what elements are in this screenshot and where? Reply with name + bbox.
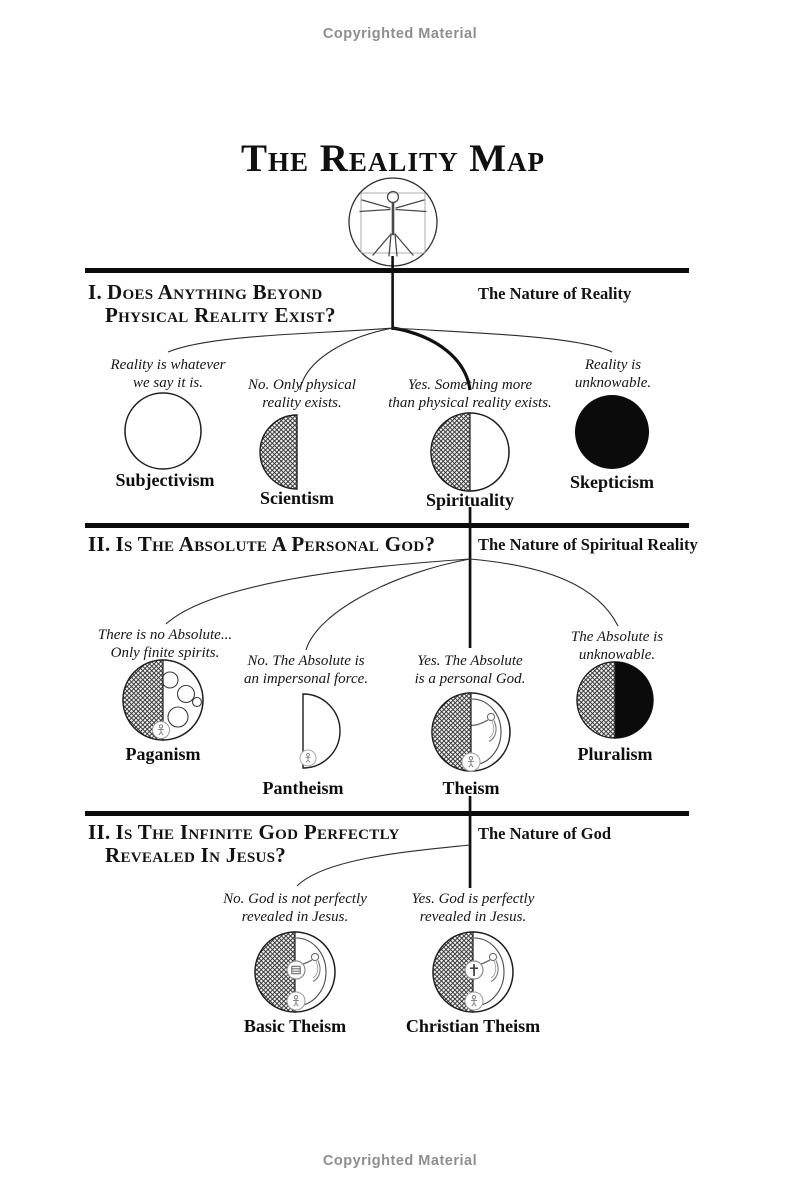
branch-label-basic-theism: Basic Theism — [243, 1016, 347, 1036]
branch-caption-christian-theism: Yes. God is perfectly revealed in Jesus. — [411, 891, 535, 926]
trunk-line — [469, 796, 472, 888]
branch-curve — [168, 328, 393, 352]
section-3-question: II. Is The Infinite God Perfectly Revealed In Jesus? — [88, 820, 400, 867]
branch-caption-skepticism: Reality is unknowable. — [574, 357, 652, 392]
branch-label-theism: Theism — [442, 778, 500, 798]
branch-curve — [470, 559, 618, 626]
section-1-question: I. Does Anything Beyond Physical Reality Exist? — [88, 280, 336, 327]
branch-curve — [393, 328, 612, 352]
section-2-nature-label: The Nature of Spiritual Reality — [478, 535, 698, 554]
copyright-notice-bottom: Copyrighted Material — [322, 1153, 478, 1169]
section-2-branch-curves — [166, 559, 618, 650]
branch-caption-basic-theism: No. God is not perfectly revealed in Jesus. — [223, 891, 367, 926]
book-icon — [292, 966, 300, 974]
branch-label-subjectivism: Subjectivism — [115, 470, 215, 490]
section-divider-bar — [85, 523, 689, 528]
page-title: The Reality Map — [240, 137, 546, 180]
section-3-number: II. — [88, 820, 111, 844]
branch-caption-pantheism: No. The Absolute is an impersonal force. — [243, 653, 369, 688]
branch-caption-spirituality: Yes. Something more than physical reality exists. — [388, 377, 552, 412]
black-circle-icon — [575, 395, 649, 469]
theism-circle-with-book-icon — [255, 932, 335, 1012]
half-hatched-circle-icon — [431, 413, 509, 491]
branch-label-skepticism: Skepticism — [569, 472, 655, 492]
section-1-nature-label: The Nature of Reality — [478, 284, 632, 303]
trunk-line — [469, 507, 472, 648]
hatched-circle-with-spirit-circles-icon — [123, 660, 203, 740]
branch-curve — [166, 559, 470, 624]
half-hatched-circle-with-personal-god-icon — [432, 693, 510, 771]
branch-caption-subjectivism: Reality is whatever we say it is. — [110, 357, 226, 392]
branch-caption-pluralism: The Absolute is unknowable. — [570, 629, 664, 664]
branch-caption-theism: Yes. The Absolute is a personal God. — [414, 653, 526, 688]
trunk-line — [391, 256, 394, 330]
branch-label-christian-theism: Christian Theism — [405, 1016, 541, 1036]
hatched-left-half-disc-icon — [260, 415, 297, 489]
section-2-question: II. Is The Absolute A Personal God? — [88, 532, 436, 556]
branch-label-pluralism: Pluralism — [577, 744, 653, 764]
branch-label-pantheism: Pantheism — [262, 778, 344, 798]
empty-circle-icon — [125, 393, 201, 469]
vitruvian-man-icon — [349, 178, 437, 266]
branch-caption-scientism: No. Only physical reality exists. — [248, 377, 356, 412]
section-3-nature-label: The Nature of God — [478, 824, 612, 843]
branch-label-spirituality: Spirituality — [425, 490, 515, 510]
empty-right-half-disc-icon — [300, 694, 340, 768]
branch-caption-paganism: There is no Absolute... Only finite spirits. — [97, 627, 233, 662]
copyright-notice-top: Copyrighted Material — [322, 26, 478, 42]
branch-label-scientism: Scientism — [260, 488, 334, 508]
section-divider-bar — [85, 268, 689, 273]
branch-label-paganism: Paganism — [125, 744, 201, 764]
section-2-number: II. — [88, 532, 111, 556]
section-divider-bar — [85, 811, 689, 816]
half-hatched-half-black-circle-icon — [577, 662, 653, 738]
section-1-number: I. — [88, 280, 103, 304]
theism-circle-with-cross-icon — [433, 932, 513, 1012]
